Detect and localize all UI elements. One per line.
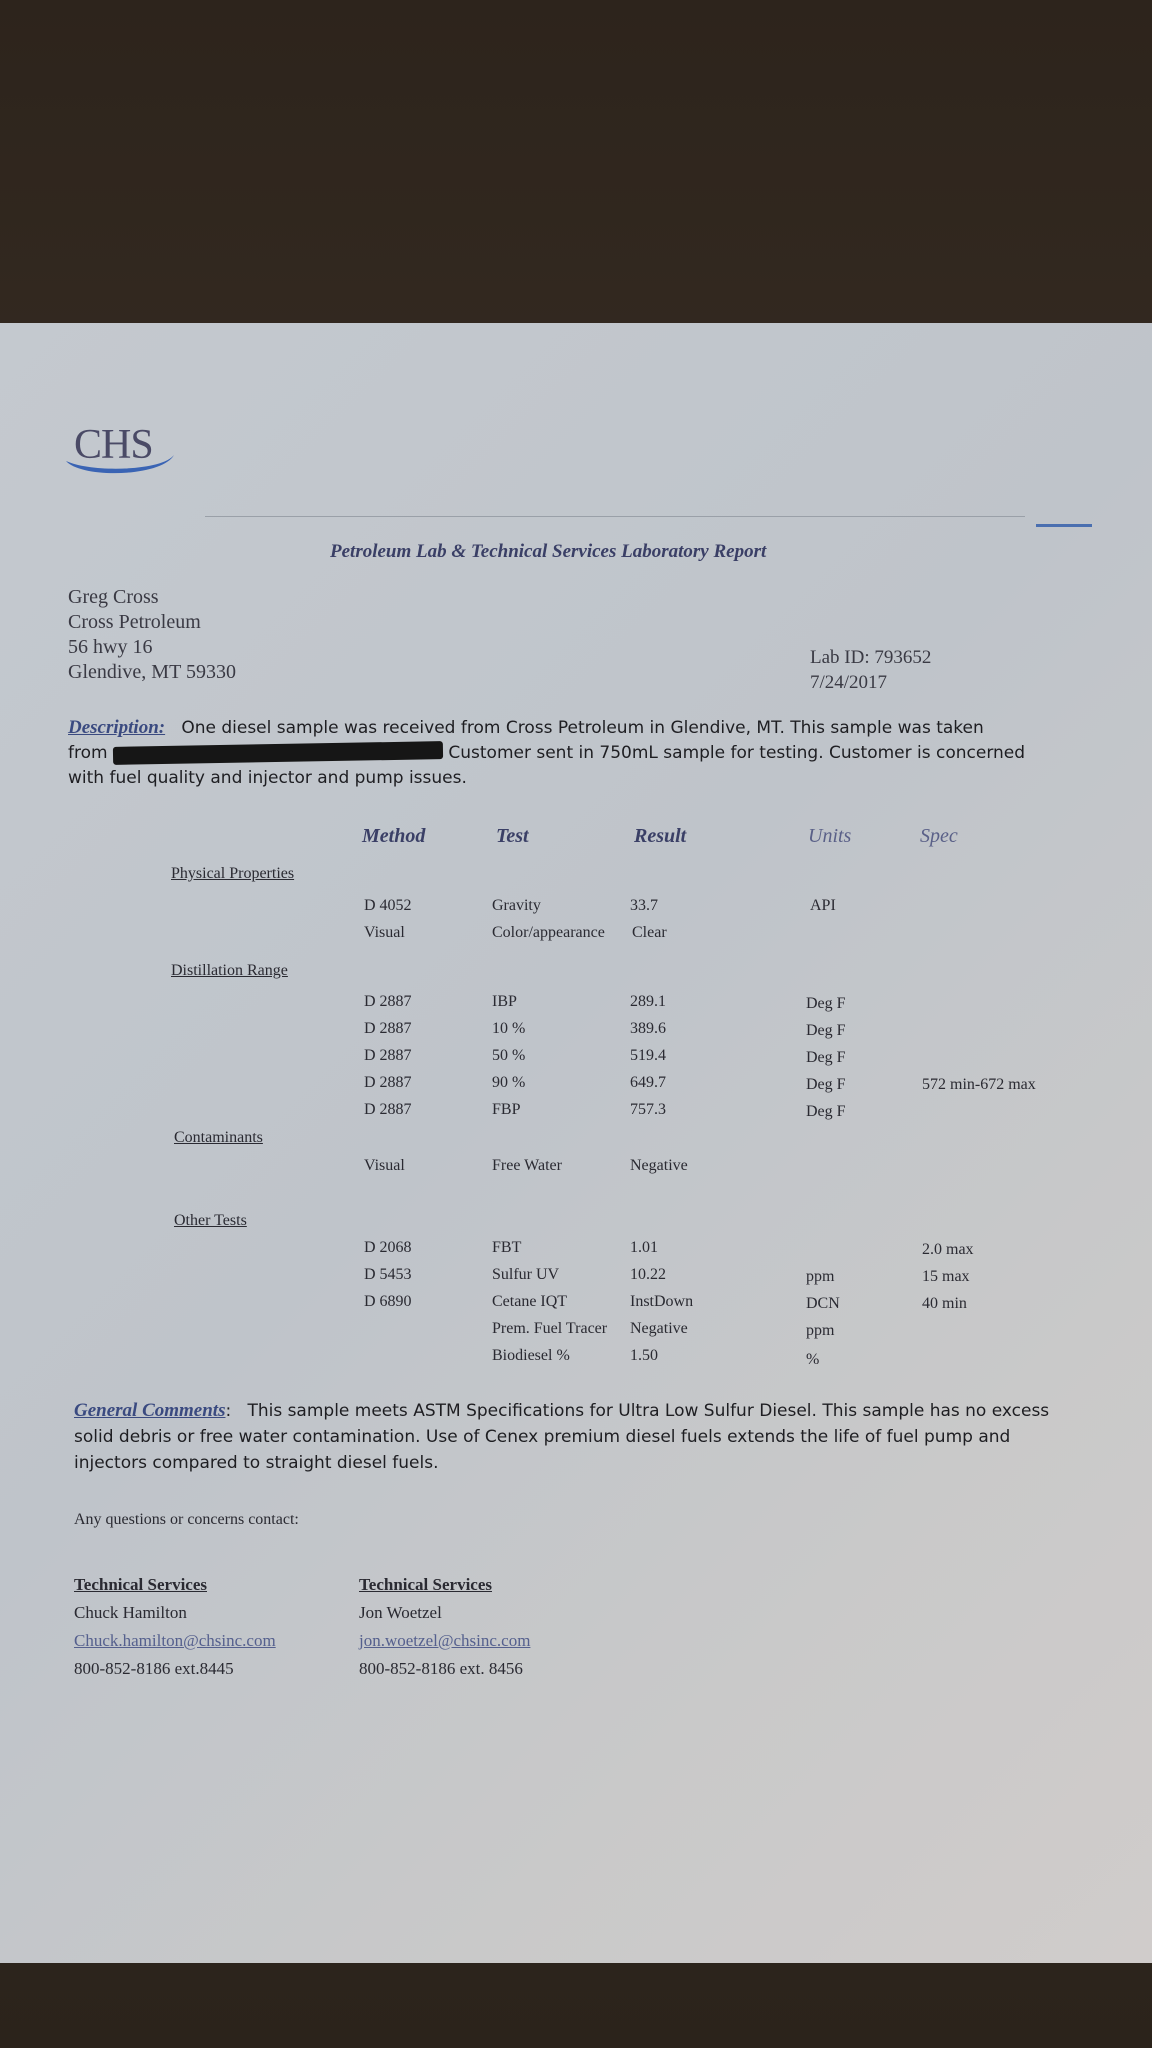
- column-header-units: Units: [808, 825, 852, 847]
- redaction-mark: [113, 741, 443, 765]
- contact-intro: Any questions or concerns contact:: [74, 1511, 299, 1528]
- cell-method: Visual: [364, 1157, 405, 1174]
- cell-test: 90 %: [492, 1074, 526, 1091]
- cell-units: API: [810, 897, 836, 914]
- cell-units: Deg F: [806, 1022, 846, 1039]
- contact-card-1: [74, 1571, 276, 1683]
- cell-units: %: [806, 1351, 820, 1368]
- column-header-spec: Spec: [920, 825, 958, 847]
- cell-method: Visual: [364, 924, 405, 941]
- cell-result: Clear: [632, 924, 667, 941]
- contact-phone: 800-852-8186 ext. 8456: [359, 1659, 523, 1678]
- logo-swoosh-icon: [62, 449, 182, 479]
- description: [68, 715, 1088, 791]
- cell-result: 519.4: [630, 1047, 666, 1064]
- cell-result: 757.3: [630, 1101, 666, 1118]
- cell-result: Negative: [630, 1157, 688, 1174]
- cell-test: Gravity: [492, 897, 541, 914]
- cell-test: 10 %: [492, 1020, 526, 1037]
- cell-test: Prem. Fuel Tracer: [492, 1320, 608, 1337]
- customer-address: [68, 585, 236, 685]
- general-comments: [74, 1398, 1084, 1476]
- general-comments-text: This sample meets ASTM Specifications for Ultra Low Sulfur Diesel. This sample has no excess solid debris or free water contamination. Use of Cenex premium diesel fuels extends the life of fuel pump and injectors compared to straight diesel fuels.: [74, 1401, 1050, 1473]
- cell-units: ppm: [806, 1268, 835, 1285]
- cell-test: 50 %: [492, 1047, 526, 1064]
- cell-result: 649.7: [630, 1074, 666, 1091]
- cell-units: DCN: [806, 1295, 840, 1312]
- cell-units: Deg F: [806, 1103, 846, 1120]
- column-header-test: Test: [496, 825, 529, 847]
- report-title: Petroleum Lab & Technical Services Laboratory Report: [330, 541, 767, 562]
- cell-test: IBP: [492, 993, 517, 1010]
- customer-name: Greg Cross: [68, 586, 159, 608]
- cell-method: D 6890: [364, 1293, 412, 1310]
- cell-test: FBP: [492, 1101, 521, 1118]
- cell-result: 1.50: [630, 1347, 658, 1364]
- cell-test: Color/appearance: [492, 924, 605, 941]
- cell-test: FBT: [492, 1239, 522, 1256]
- header-rule: [205, 516, 1025, 517]
- cell-test: Free Water: [492, 1157, 562, 1174]
- customer-city: Glendive, MT 59330: [68, 661, 236, 683]
- lab-report-page: [0, 323, 1152, 1963]
- cell-method: D 2887: [364, 1101, 412, 1118]
- header-accent: [1036, 524, 1092, 527]
- cell-method: D 2887: [364, 1020, 412, 1037]
- section-distillation-range: Distillation Range: [171, 962, 288, 979]
- cell-test: Sulfur UV: [492, 1266, 560, 1283]
- description-from: from: [68, 743, 108, 763]
- contact-phone: 800-852-8186 ext.8445: [74, 1659, 234, 1678]
- cell-method: D 5453: [364, 1266, 412, 1283]
- column-header-method: Method: [362, 825, 426, 847]
- cell-result: 33.7: [630, 897, 658, 914]
- lab-id: Lab ID: 793652: [810, 647, 932, 668]
- cell-spec: 572 min-672 max: [922, 1076, 1036, 1093]
- cell-result: 1.01: [630, 1239, 658, 1256]
- cell-method: D 4052: [364, 897, 412, 914]
- customer-street: 56 hwy 16: [68, 636, 153, 658]
- contact-heading: Technical Services: [74, 1575, 207, 1594]
- cell-spec: 15 max: [922, 1268, 970, 1285]
- contact-email-link[interactable]: Chuck.hamilton@chsinc.com: [74, 1631, 276, 1650]
- cell-result: 389.6: [630, 1020, 666, 1037]
- cell-result: InstDown: [630, 1293, 694, 1310]
- lab-info: [810, 645, 931, 695]
- logo-text: CHS: [74, 422, 153, 468]
- contact-name: Jon Woetzel: [359, 1603, 442, 1622]
- cell-result: 289.1: [630, 993, 666, 1010]
- cell-spec: 2.0 max: [922, 1241, 974, 1258]
- contact-email-link[interactable]: jon.woetzel@chsinc.com: [359, 1631, 531, 1650]
- cell-test: Biodiesel %: [492, 1347, 570, 1364]
- cell-method: D 2887: [364, 1074, 412, 1091]
- chs-logo: [62, 421, 182, 481]
- section-contaminants: Contaminants: [174, 1129, 263, 1146]
- description-line-2: Customer sent in 750mL sample for testing. Customer is concerned: [448, 743, 1026, 763]
- section-other-tests: Other Tests: [174, 1212, 247, 1229]
- customer-company: Cross Petroleum: [68, 611, 201, 633]
- cell-units: Deg F: [806, 1049, 846, 1066]
- cell-test: Cetane IQT: [492, 1293, 568, 1310]
- general-comments-label: General Comments: [74, 1400, 226, 1421]
- cell-units: Deg F: [806, 995, 846, 1012]
- cell-spec: 40 min: [922, 1295, 967, 1312]
- description-label: Description:: [68, 717, 166, 738]
- report-date: 7/24/2017: [810, 672, 888, 693]
- cell-method: D 2887: [364, 1047, 412, 1064]
- cell-method: D 2068: [364, 1239, 412, 1256]
- description-line-1: One diesel sample was received from Cross Petroleum in Glendive, MT. This sample was taken: [181, 718, 984, 738]
- cell-units: Deg F: [806, 1076, 846, 1093]
- cell-result: 10.22: [630, 1266, 666, 1283]
- contact-heading: Technical Services: [359, 1575, 492, 1594]
- section-physical-properties: Physical Properties: [171, 865, 295, 882]
- cell-result: Negative: [630, 1320, 688, 1337]
- contact-name: Chuck Hamilton: [74, 1603, 187, 1622]
- column-header-result: Result: [634, 825, 687, 847]
- description-line-3: with fuel quality and injector and pump issues.: [68, 768, 467, 788]
- contact-card-2: [359, 1571, 530, 1683]
- general-comments-colon: :: [225, 1401, 232, 1421]
- cell-method: D 2887: [364, 993, 412, 1010]
- cell-units: ppm: [806, 1322, 835, 1339]
